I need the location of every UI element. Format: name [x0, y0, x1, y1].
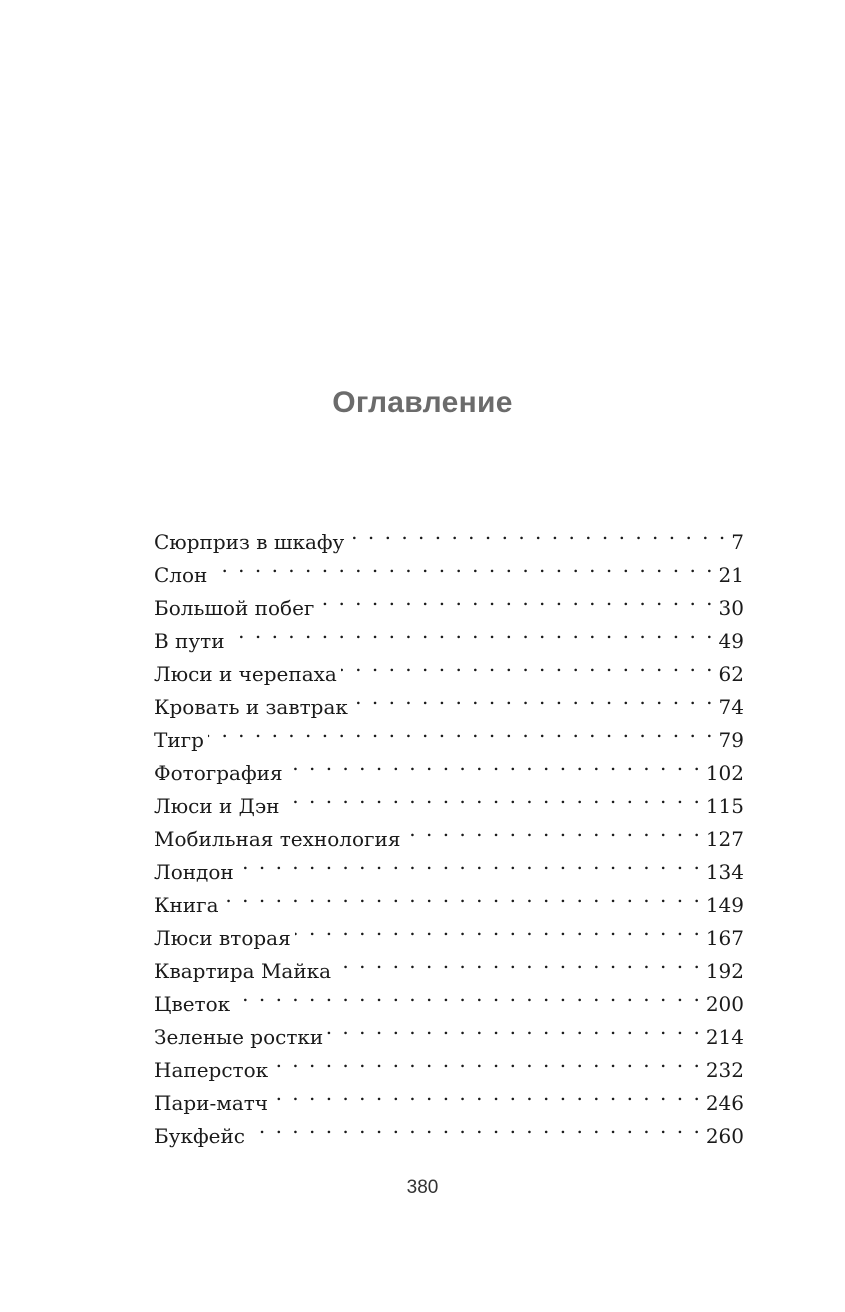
toc-entry [154, 549, 744, 587]
toc-leader-dots [327, 1011, 702, 1044]
toc-leader-dots [249, 1110, 702, 1143]
toc-entry-title: Пари-матч [154, 1091, 269, 1115]
toc-entry-title: Тигр [154, 728, 204, 752]
toc-entry-page: 134 [705, 860, 744, 884]
toc-entry [154, 714, 744, 752]
toc-entry-page: 149 [705, 893, 744, 917]
page-title: Оглавление [332, 386, 513, 419]
toc-entry [154, 747, 744, 785]
toc-entry [154, 1011, 744, 1049]
toc-entry [154, 582, 744, 620]
toc-entry-title: Квартира Майка [154, 959, 332, 983]
toc-leader-dots [348, 516, 727, 549]
toc-entry-title: Наперсток [154, 1058, 269, 1082]
toc-entry-page: 127 [705, 827, 744, 851]
toc-entry-title: Кровать и завтрак [154, 695, 348, 719]
toc-entry-page: 7 [731, 530, 744, 554]
table-of-contents [154, 516, 744, 1148]
toc-entry-page: 200 [705, 992, 744, 1016]
toc-leader-dots [404, 813, 701, 846]
toc-entry-page: 214 [705, 1025, 744, 1049]
toc-entry-page: 62 [718, 662, 744, 686]
toc-leader-dots [223, 879, 702, 912]
toc-leader-dots [211, 549, 714, 582]
toc-leader-dots [287, 747, 702, 780]
toc-entry-title: Слон [154, 563, 208, 587]
toc-leader-dots [272, 1044, 702, 1077]
toc-leader-dots [208, 714, 715, 747]
toc-leader-dots [229, 615, 715, 648]
toc-entry-title: Большой побег [154, 596, 315, 620]
toc-entry [154, 648, 744, 686]
toc-entry [154, 879, 744, 917]
toc-entry-title: Зеленые ростки [154, 1025, 324, 1049]
toc-entry-page: 102 [705, 761, 744, 785]
toc-entry-title: Мобильная технология [154, 827, 401, 851]
toc-entry-page: 21 [718, 563, 744, 587]
toc-entry [154, 615, 744, 653]
toc-entry-title: Цветок [154, 992, 231, 1016]
toc-entry-page: 232 [705, 1058, 744, 1082]
toc-entry-title: Люси и Дэн [154, 794, 280, 818]
toc-leader-dots [272, 1077, 702, 1110]
toc-entry [154, 516, 744, 554]
toc-leader-dots [238, 846, 702, 879]
toc-leader-dots [295, 912, 702, 945]
toc-leader-dots [318, 582, 714, 615]
toc-entry-page: 246 [705, 1091, 744, 1115]
toc-leader-dots [335, 945, 702, 978]
toc-entry-title: В пути [154, 629, 225, 653]
toc-leader-dots [234, 978, 702, 1011]
toc-entry-page: 192 [705, 959, 744, 983]
toc-entry-page: 30 [718, 596, 744, 620]
toc-entry-page: 115 [705, 794, 744, 818]
page-number: 380 [406, 1177, 439, 1198]
toc-entry-title: Люси вторая [154, 926, 291, 950]
toc-leader-dots [341, 648, 715, 681]
toc-entry-title: Лондон [154, 860, 234, 884]
toc-entry-title: Фотография [154, 761, 283, 785]
toc-entry-title: Сюрприз в шкафу [154, 530, 345, 554]
toc-entry-title: Букфейс [154, 1124, 245, 1148]
toc-entry-page: 260 [705, 1124, 744, 1148]
toc-entry-page: 79 [718, 728, 744, 752]
toc-entry [154, 912, 744, 950]
toc-leader-dots [283, 780, 701, 813]
toc-entry [154, 978, 744, 1016]
toc-entry-title: Люси и черепаха [154, 662, 337, 686]
toc-leader-dots [352, 681, 715, 714]
toc-entry-title: Книга [154, 893, 219, 917]
toc-entry-page: 49 [718, 629, 744, 653]
toc-entry-page: 167 [705, 926, 744, 950]
toc-entry [154, 846, 744, 884]
toc-entry-page: 74 [718, 695, 744, 719]
